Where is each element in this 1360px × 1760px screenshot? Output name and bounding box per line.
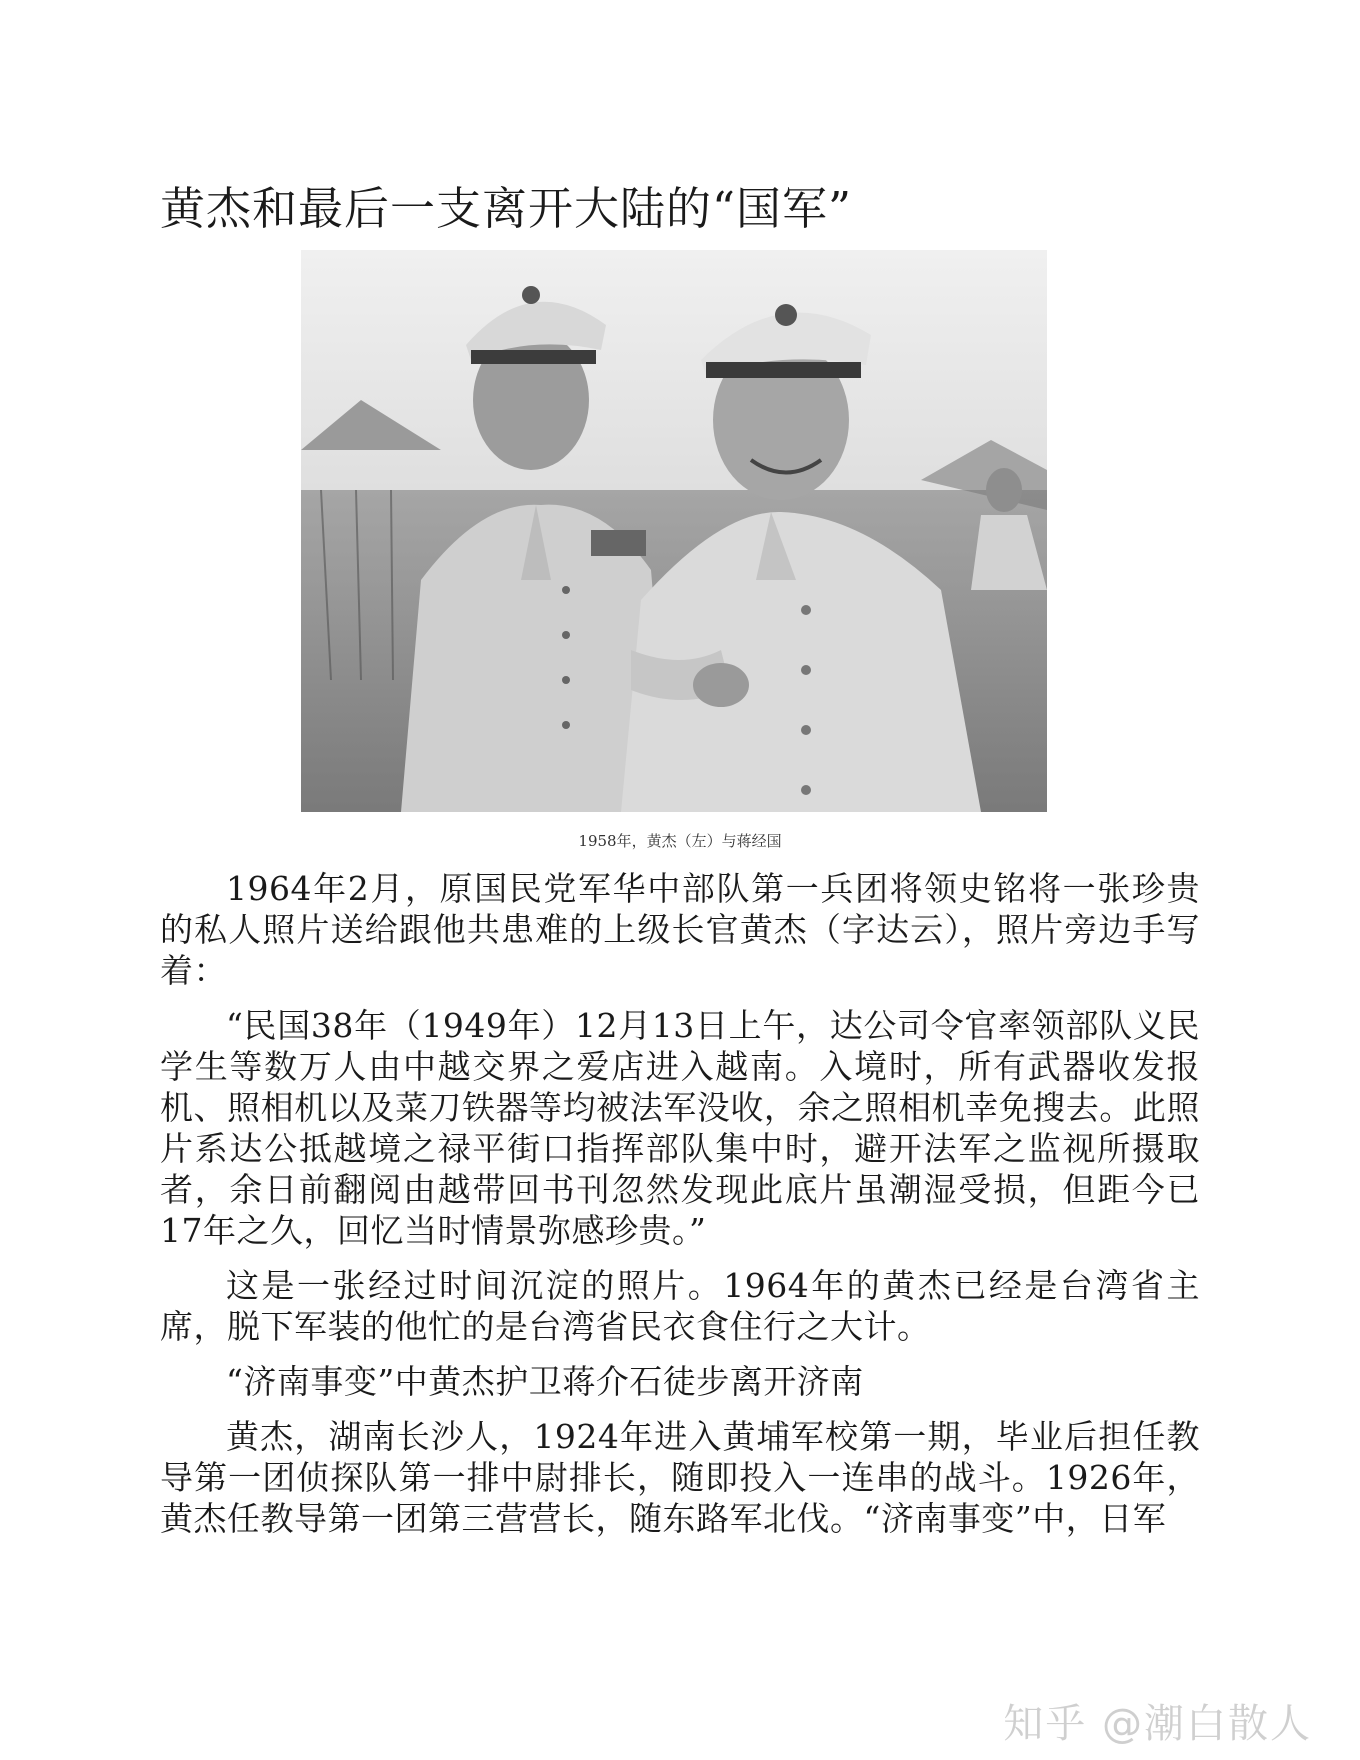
paragraph: 黄杰，湖南长沙人，1924年进入黄埔军校第一期，毕业后担任教导第一团侦探队第一排中尉排长，随即投入一连串的战斗。1926年，黄杰任教导第一团第三营营长，随东路军北伐。“济南事变”中，日军 <box>160 1417 1200 1538</box>
photo-caption: 1958年，黄杰（左）与蒋经国 <box>578 832 782 850</box>
historical-photo <box>301 250 1047 812</box>
watermark: 知乎 @潮白散人 <box>1003 1701 1312 1747</box>
article-title: 黄杰和最后一支离开大陆的“国军” <box>160 182 853 235</box>
paragraph: 这是一张经过时间沉淀的照片。1964年的黄杰已经是台湾省主席，脱下军装的他忙的是台湾省民衣食住行之大计。 <box>160 1266 1200 1346</box>
section-heading: “济南事变”中黄杰护卫蒋介石徒步离开济南 <box>226 1362 864 1401</box>
article-body <box>160 868 1200 1553</box>
paragraph: “民国38年（1949年）12月13日上午，达公司令官率领部队义民学生等数万人由中越交界之爱店进入越南。入境时，所有武器收发报机、照相机以及菜刀铁器等均被法军没收，余之照相机幸免搜去。此照片系达公抵越境之禄平街口指挥部队集中时，避开法军之监视所摄取者，余日前翻阅由越带回书刊忽然发现此底片虽潮湿受损，但距今已17年之久，回忆当时情景弥感珍贵。” <box>160 1006 1200 1250</box>
paragraph: 1964年2月，原国民党军华中部队第一兵团将领史铭将一张珍贵的私人照片送给跟他共患难的上级长官黄杰（字达云），照片旁边手写着： <box>160 869 1200 990</box>
